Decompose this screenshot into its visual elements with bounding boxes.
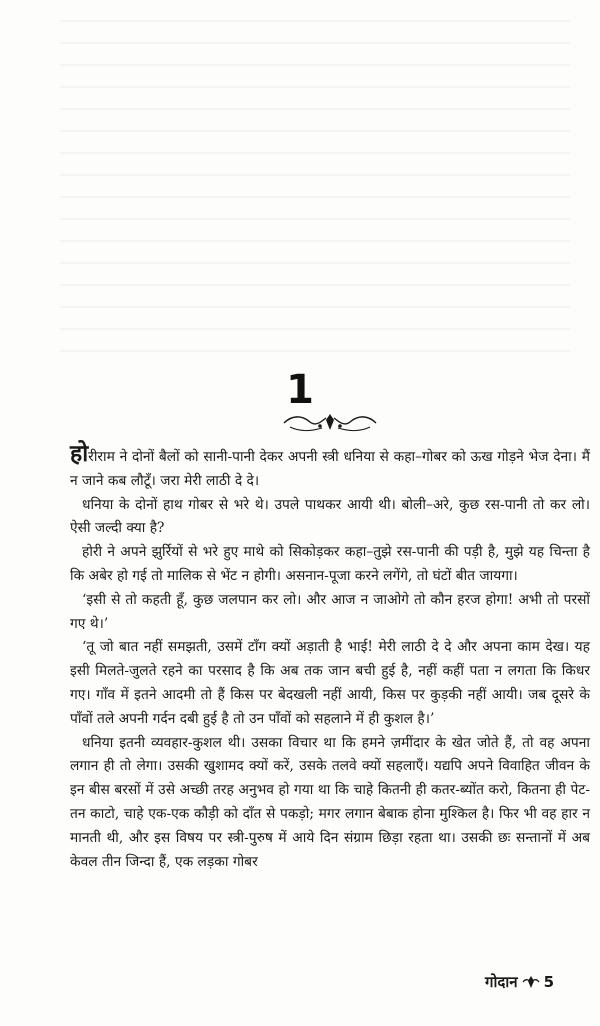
- page-number: 5: [543, 973, 554, 991]
- paragraph: ‘तू जो बात नहीं समझती, उसमें टाँग क्यों अड़ाती है भाई! मेरी लाठी दे दे और अपना काम देख। यह इसी मिलते-जुलते रहने का परसाद है कि अब तक जान बची हुई है, नहीं कहीं पता न लगता कि किधर गए। गाँव में इतने आदमी तो हैं किस पर बेदखली नहीं आयी, किस पर कुड़की नहीं आयी। जब दूसरे के पाँवों तले अपनी गर्दन दबी हुई है तो उन पाँवों को सहलाने में ही कुशल है।’: [70, 639, 590, 727]
- paragraph: होरी ने अपने झुर्रियों से भरे हुए माथे को सिकोड़कर कहा–तुझे रस-पानी की पड़ी है, मुझे यह चिन्ता है कि अबेर हो गई तो मालिक से भेंट न होगी। असनान-पूजा करने लगेंगे, तो घंटों बीत जायगा।: [70, 544, 590, 584]
- paragraph: ‘इसी से तो कहती हूँ, कुछ जलपान कर लो। और आज न जाओगे तो कौन हरज होगा! अभी तो परसों गए थे।’: [70, 591, 590, 632]
- paragraph: धनिया इतनी व्यवहार-कुशल थी। उसका विचार था कि हमने ज़मींदार के खेत जोते हैं, तो वह अपना लगान ही तो लेगा। उसकी खुशामद क्यों करें, उसके तलवे क्यों सहलाएँ। यद्यपि अपने विवाहित जीवन के इन बीस बरसों में उसे अच्छी तरह अनुभव हो गया था कि चाहे कितनी ही कतर-ब्योंत करो, कितना ही पेट-तन काटो, चाहे एक-एक कौड़ी को दाँत से पकड़ो; मगर लगान बेबाक होना मुश्किल है। फिर भी वह हार न मानती थी, और इस विषय पर स्त्री-पुरुष में आये दिन संग्राम छिड़ा रहता था। उसकी छः सन्तानों में अब केवल तीन जिन्दा हैं, एक लड़का गोबर: [70, 734, 590, 870]
- paragraph: धनिया के दोनों हाथ गोबर से भरे थे। उपले पाथकर आयी थी। बोली–अरे, कुछ रस-पानी तो कर लो। ऐसी जल्दी क्या है?: [70, 496, 590, 537]
- chapter-body: [70, 440, 590, 874]
- running-title: गोदान: [485, 973, 518, 991]
- chapter-number: 1: [286, 367, 314, 413]
- ornament-divider-icon: [280, 412, 380, 434]
- bleed-through-text: [60, 0, 570, 360]
- drop-cap: हो: [70, 440, 89, 467]
- opening-paragraph: [70, 440, 590, 494]
- page-footer: [485, 972, 554, 992]
- ornament-leaf-icon: [522, 975, 540, 989]
- opening-text: रीराम ने दोनों बैलों को सानी-पानी देकर अपनी स्त्री धनिया से कहा–गोबर को ऊख गोड़ने भेज देना। मैं न जाने कब लौटूँ। जरा मेरी लाठी दे दे।: [70, 449, 590, 489]
